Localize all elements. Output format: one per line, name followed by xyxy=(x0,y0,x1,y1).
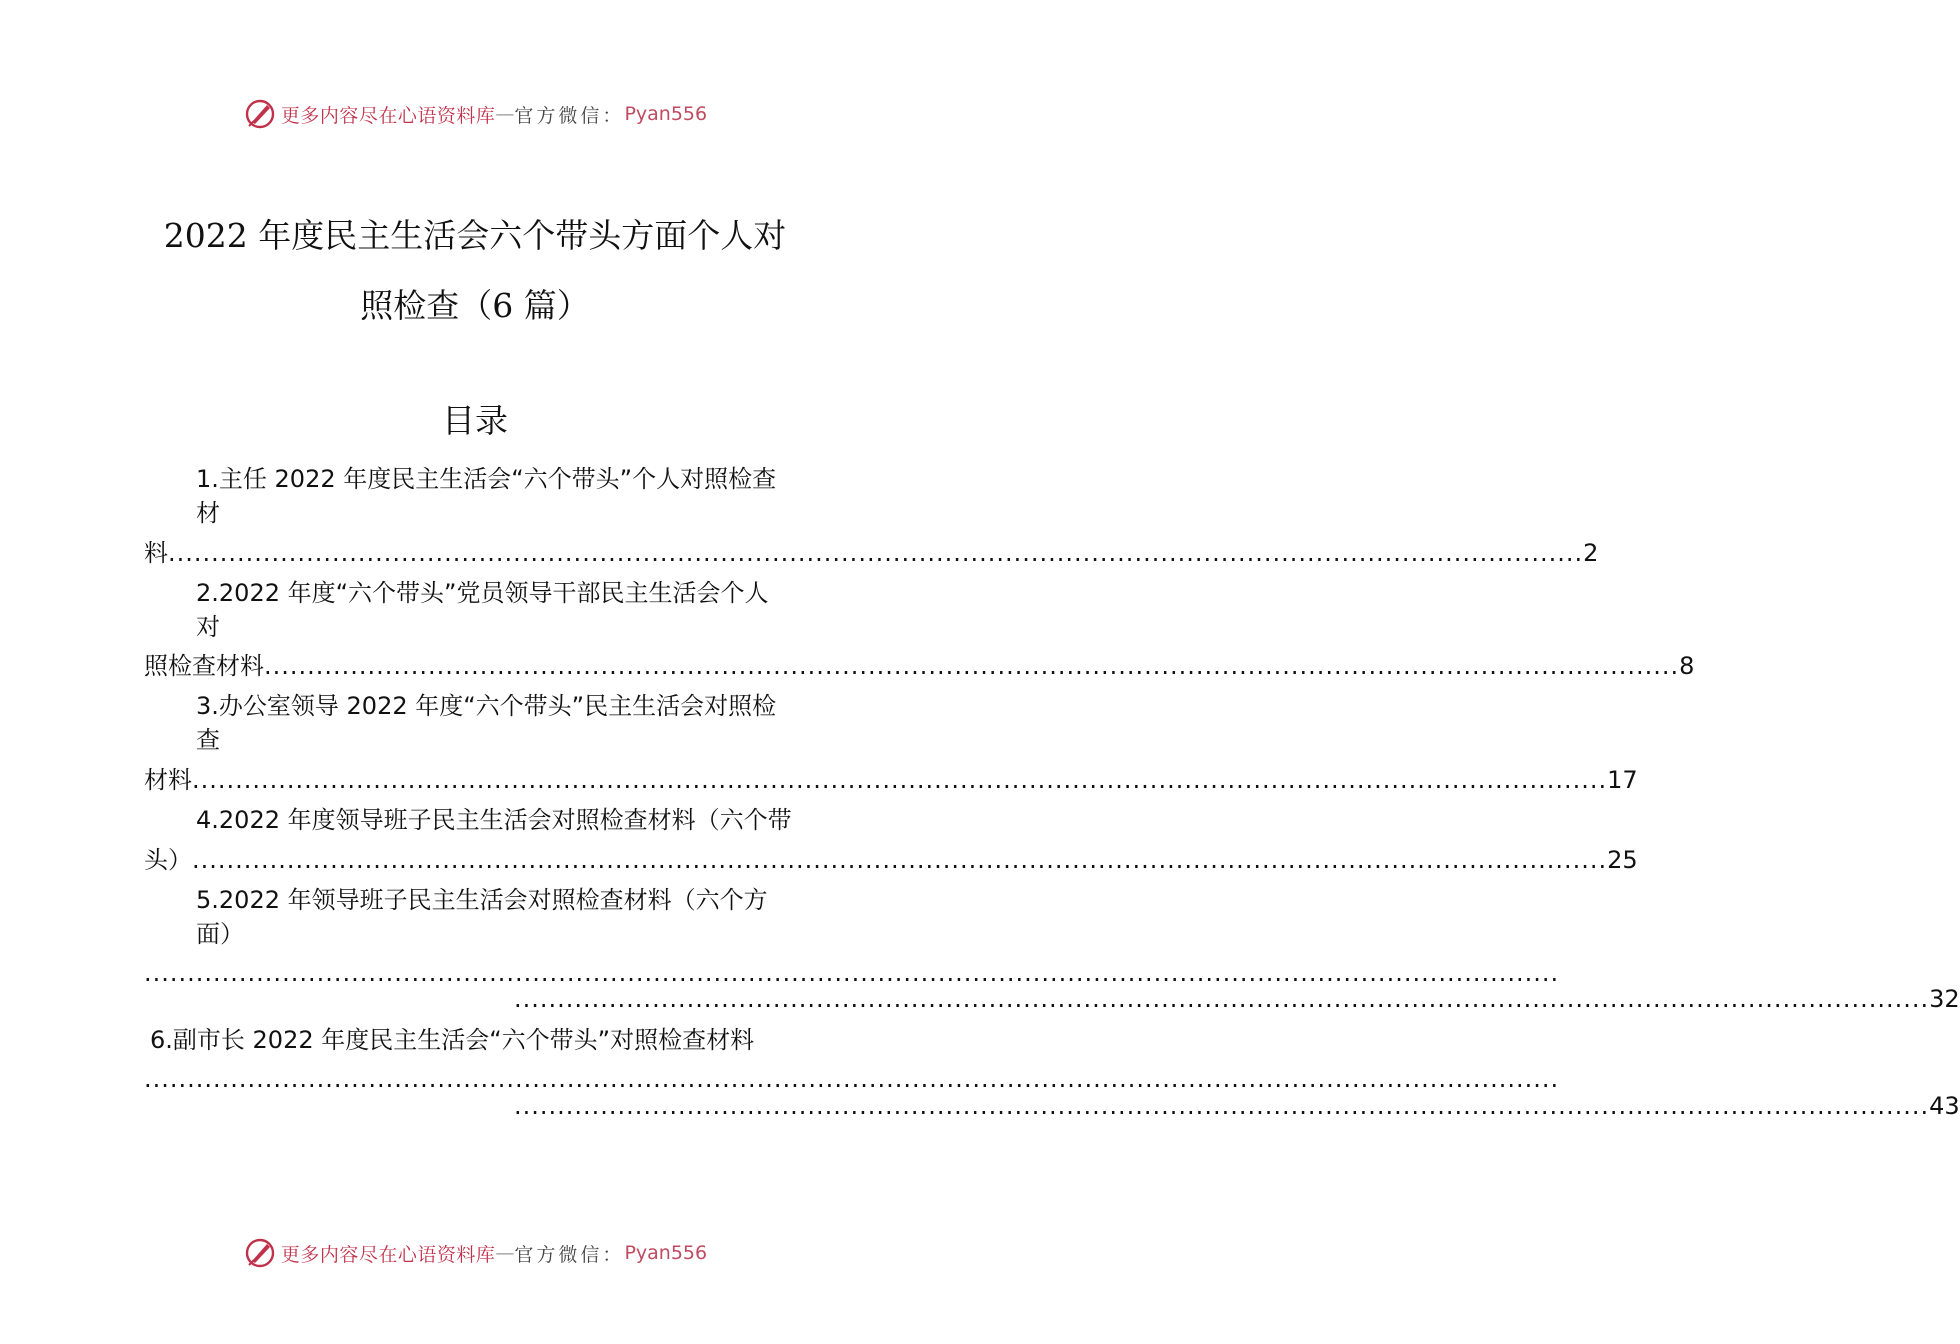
watermark-label: 官方微信： xyxy=(514,1243,625,1266)
toc-item-6-dots: .................................................................................................................................................................... xyxy=(514,1092,1930,1120)
watermark-site: 更多内容尽在心语资料库 xyxy=(280,104,496,127)
quill-seal-icon xyxy=(243,97,277,131)
toc-item-5-line-1[interactable]: 5.2022 年领导班子民主生活会对照检查材料（六个方 xyxy=(196,886,768,914)
toc-item-3-line-1[interactable]: 3.办公室领导 2022 年度“六个带头”民主生活会对照检 xyxy=(196,692,777,720)
toc-item-5-dots: .................................................................................................................................................................... xyxy=(514,985,1930,1013)
document-title-line-2: 照检查（6 篇） xyxy=(360,286,590,325)
toc-item-5-leader-row[interactable] xyxy=(514,982,1960,1016)
toc-item-2-line-1[interactable]: 2.2022 年度“六个带头”党员领导干部民主生活会个人 xyxy=(196,579,769,607)
toc-item-5-page: 32 xyxy=(1929,985,1960,1013)
watermark-site: 更多内容尽在心语资料库 xyxy=(280,1243,496,1266)
toc-item-3-page: 17 xyxy=(1607,766,1638,794)
toc-item-2-line-2[interactable]: 对 xyxy=(196,613,220,641)
toc-item-2-page: 8 xyxy=(1679,652,1695,680)
toc-item-4-page: 25 xyxy=(1607,846,1638,874)
toc-item-1-dots: .................................................................................................................................................................... xyxy=(168,539,1584,567)
toc-item-3-leader-row[interactable] xyxy=(144,763,1638,797)
toc-item-1-leader-row[interactable] xyxy=(144,536,1599,570)
toc-item-1-line-2[interactable]: 材 xyxy=(196,499,220,527)
toc-item-1-page: 2 xyxy=(1583,539,1599,567)
watermark-id: Pyan556 xyxy=(624,103,708,125)
toc-item-2-line-3: 照检查材料 xyxy=(144,652,264,680)
toc-item-4-line-1[interactable]: 4.2022 年度领导班子民主生活会对照检查材料（六个带 xyxy=(196,806,792,834)
toc-item-4-line-2: 头） xyxy=(144,846,192,874)
watermark-header xyxy=(0,97,950,131)
watermark-dash: — xyxy=(495,1242,515,1264)
watermark-dash: — xyxy=(495,103,515,125)
toc-item-6-dots-row: .................................................................................................................................................................... xyxy=(144,1065,1560,1093)
toc-item-3-line-2[interactable]: 查 xyxy=(196,726,220,754)
toc-item-1-line-3: 料 xyxy=(144,539,168,567)
toc-item-5-dots-row: .................................................................................................................................................................... xyxy=(144,959,1560,987)
watermark-id: Pyan556 xyxy=(624,1242,708,1264)
toc-item-1-line-1[interactable]: 1.主任 2022 年度民主生活会“六个带头”个人对照检查 xyxy=(196,465,777,493)
toc-item-6-page: 43 xyxy=(1929,1092,1960,1120)
toc-item-2-leader-row[interactable] xyxy=(144,649,1695,683)
document-title-line-1: 2022 年度民主生活会六个带头方面个人对 xyxy=(163,216,787,255)
toc-item-3-line-3: 材料 xyxy=(144,766,192,794)
toc-item-4-dots: .................................................................................................................................................................... xyxy=(192,846,1608,874)
toc-item-6-line-1[interactable]: 6.副市长 2022 年度民主生活会“六个带头”对照检查材料 xyxy=(150,1026,755,1054)
toc-heading: 目录 xyxy=(442,401,508,440)
quill-seal-icon xyxy=(243,1236,277,1270)
toc-item-2-dots: .................................................................................................................................................................... xyxy=(264,652,1680,680)
watermark-label: 官方微信： xyxy=(514,104,625,127)
toc-item-4-leader-row[interactable] xyxy=(144,843,1638,877)
toc-item-5-line-2[interactable]: 面） xyxy=(196,920,244,948)
toc-item-3-dots: .................................................................................................................................................................... xyxy=(192,766,1608,794)
toc-item-6-leader-row[interactable] xyxy=(514,1089,1960,1123)
watermark-footer xyxy=(0,1236,950,1270)
